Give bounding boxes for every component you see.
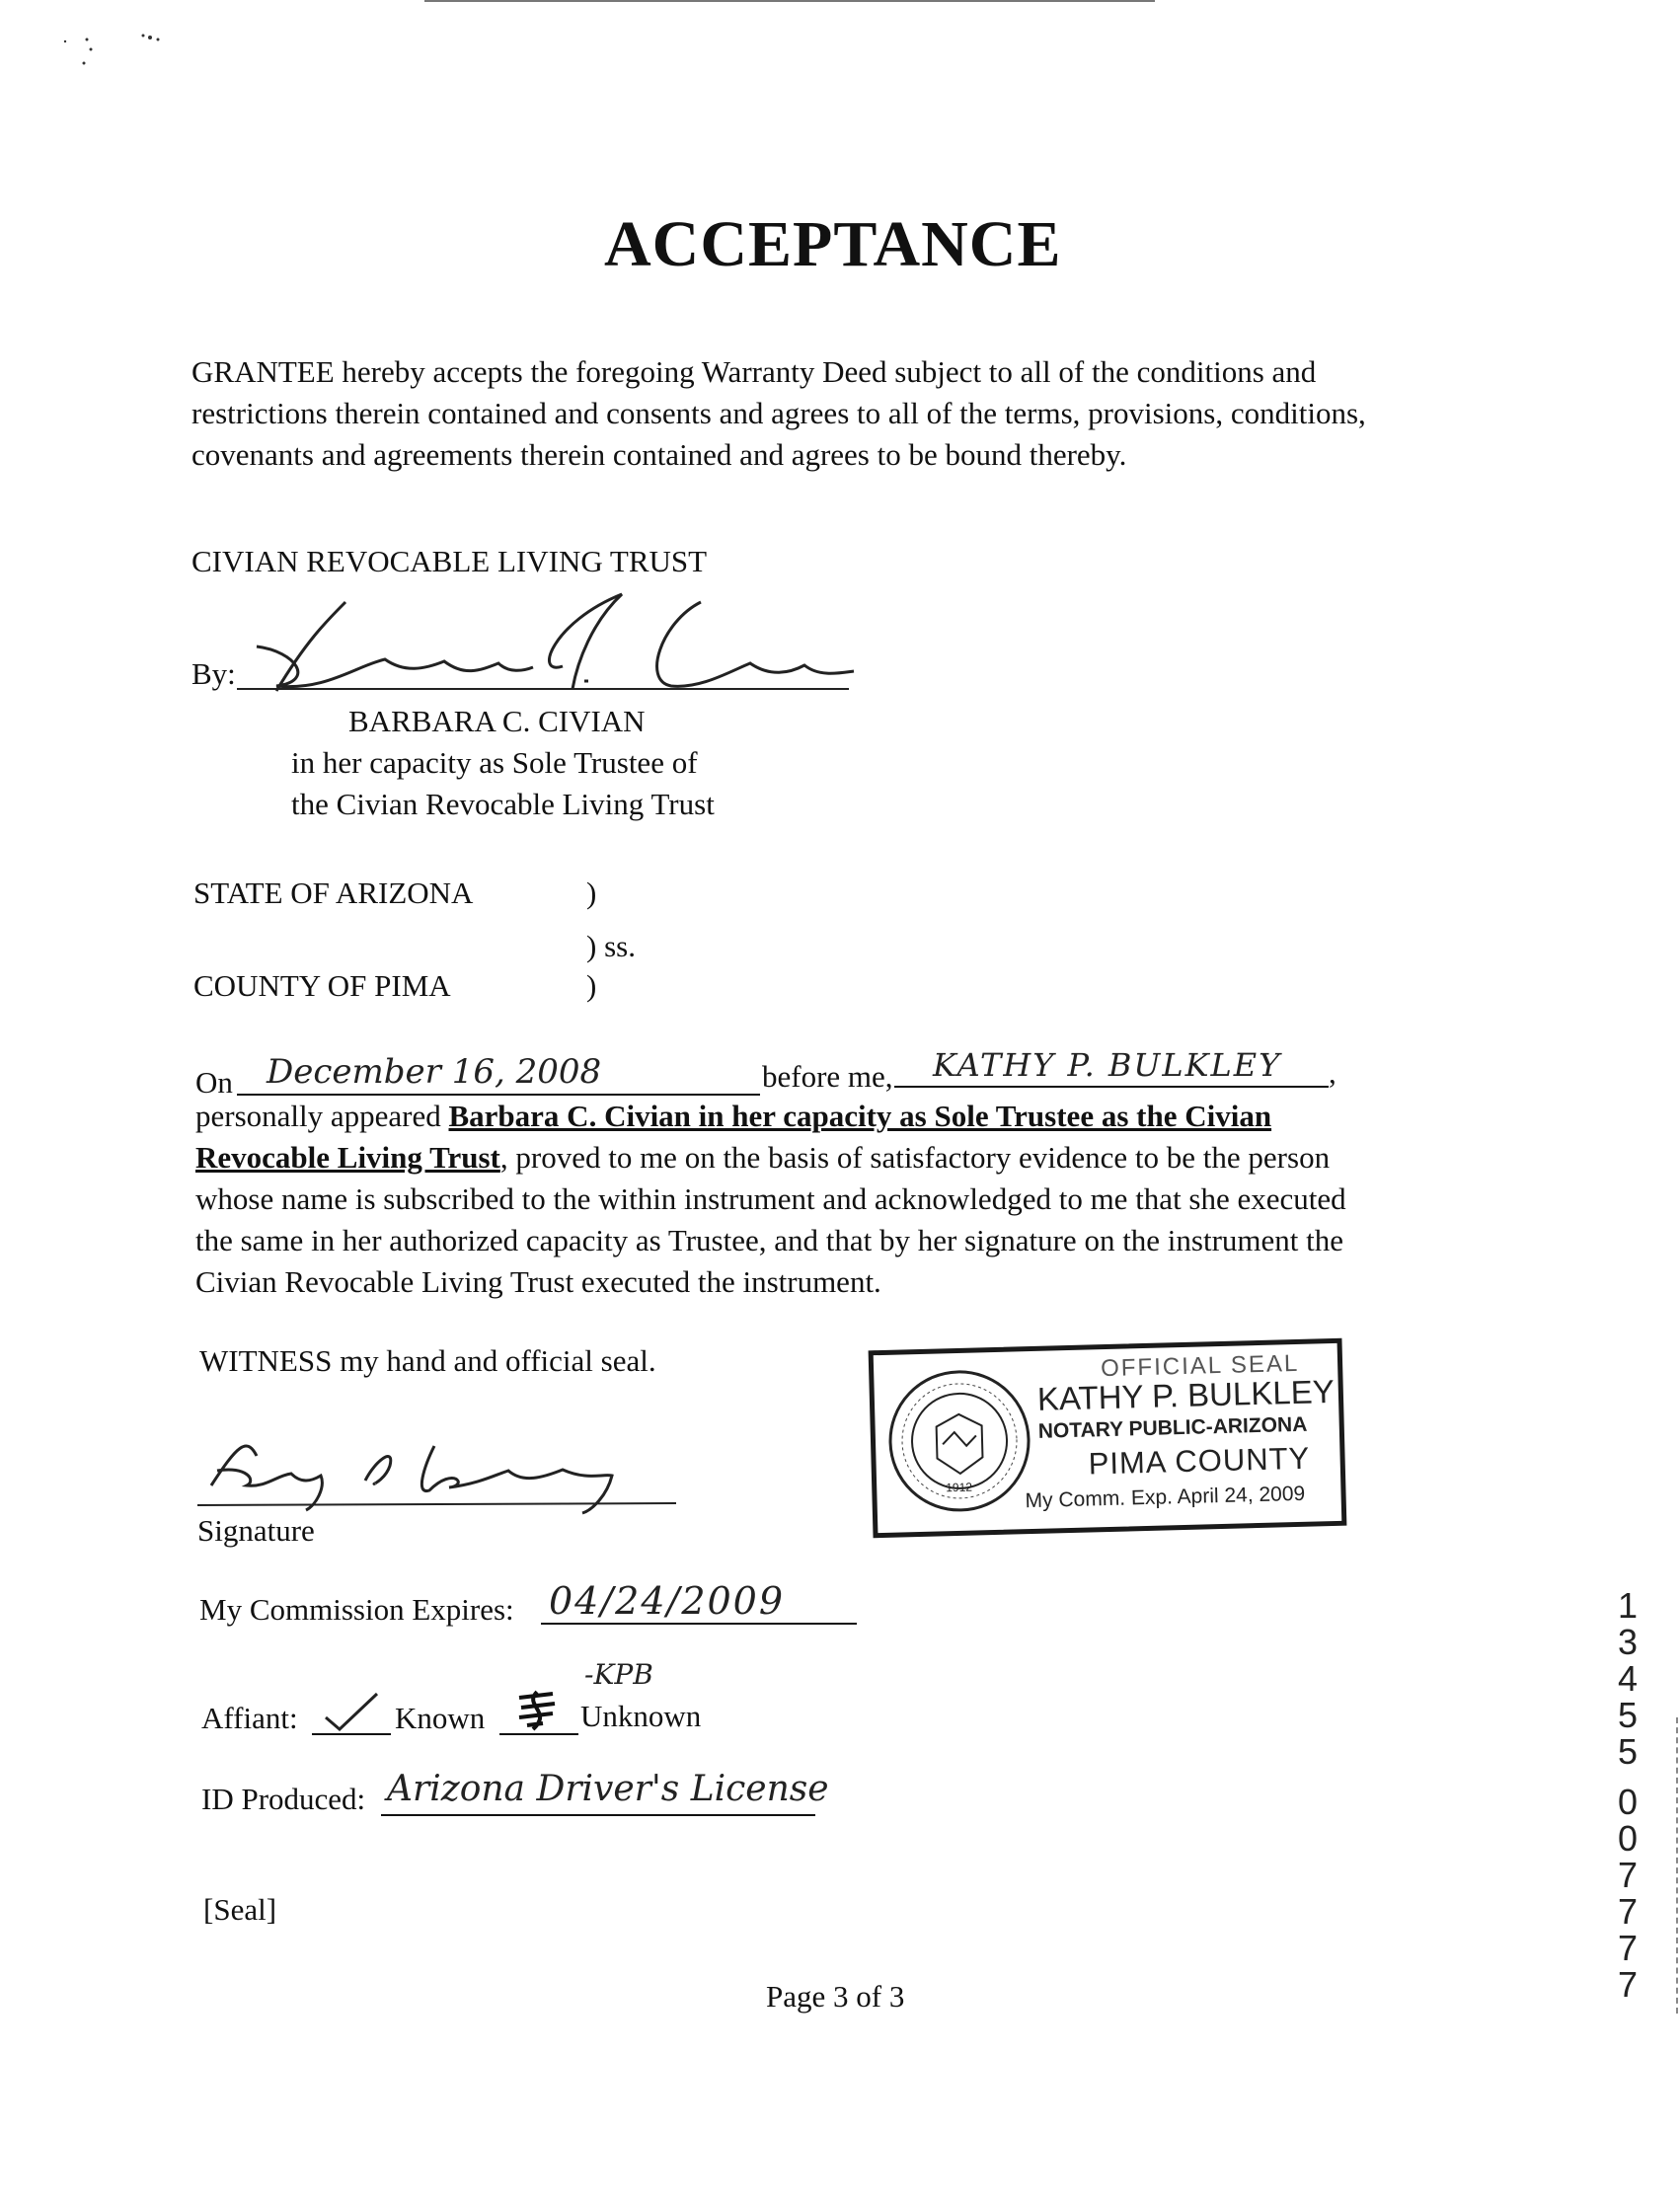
intro-line-1: GRANTEE hereby accepts the foregoing Warranty Deed subject to all of the conditions and (191, 354, 1317, 389)
ack-notary-rule (894, 1086, 1329, 1088)
right-scan-edge (1676, 1717, 1678, 2014)
intro-line-3: covenants and agreements therein contained and agrees to be bound thereby. (191, 437, 1127, 472)
ack-notary-handwritten: KATHY P. BULKLEY (933, 1046, 1282, 1084)
by-label: By: (191, 656, 236, 691)
commission-date-handwritten: 04/24/2009 (549, 1579, 786, 1623)
signatory-trust-line: the Civian Revocable Living Trust (291, 787, 715, 821)
signatory-name: BARBARA C. CIVIAN (348, 704, 646, 738)
margin-digit: 5 (1617, 1731, 1639, 1772)
affiant-label: Affiant: (201, 1701, 298, 1735)
venue-paren-3: ) (586, 968, 597, 1003)
ack-paragraph (195, 1096, 1479, 1303)
barbara-civian-signature-image (237, 582, 869, 711)
ack-personally: personally appeared (195, 1099, 449, 1133)
witness-statement: WITNESS my hand and official seal. (199, 1343, 656, 1378)
stamp-notary-public: NOTARY PUBLIC-ARIZONA (1037, 1412, 1308, 1443)
ack-line-5: Civian Revocable Living Trust executed the instrument. (195, 1264, 881, 1299)
arizona-state-seal-icon (883, 1365, 1035, 1517)
venue-county: COUNTY OF PIMA (193, 968, 451, 1003)
notary-stamp (869, 1338, 1347, 1538)
margin-digit: 4 (1617, 1658, 1639, 1699)
affiant-known: Known (395, 1701, 486, 1735)
id-produced-handwritten: Arizona Driver's License (387, 1769, 829, 1809)
grantee-signature (237, 582, 869, 711)
margin-recording-number (1611, 1587, 1644, 2003)
margin-digit: 7 (1617, 1964, 1639, 2005)
commission-label: My Commission Expires: (199, 1592, 514, 1627)
known-checkmark-icon (322, 1690, 381, 1733)
ack-line-2 (195, 1137, 1479, 1179)
id-produced-label: ID Produced: (201, 1782, 366, 1816)
top-scan-edge (424, 0, 1155, 2)
margin-digit: 0 (1617, 1782, 1639, 1822)
notary-signature-label: Signature (197, 1513, 315, 1548)
stamp-official-seal: OFFICIAL SEAL (1100, 1349, 1300, 1383)
margin-digit: 7 (1617, 1891, 1639, 1932)
notary-signature (197, 1426, 681, 1515)
margin-digit: 0 (1617, 1818, 1639, 1859)
scan-speckles (59, 28, 188, 77)
ack-bold-name-1: Barbara C. Civian in her capacity as Sole Trustee as the Civian (448, 1099, 1272, 1133)
affiant-known-rule (312, 1733, 391, 1735)
stamp-county: PIMA COUNTY (1088, 1440, 1311, 1482)
signatory-block (291, 701, 715, 825)
margin-digit: 5 (1617, 1695, 1639, 1735)
stamp-notary-name: KATHY P. BULKLEY (1036, 1372, 1336, 1417)
venue-paren-1: ) (586, 875, 597, 910)
unknown-scribble-icon (513, 1686, 563, 1733)
ack-line-3: whose name is subscribed to the within instrument and acknowledged to me that she executed (195, 1181, 1346, 1216)
affiant-unknown: Unknown (580, 1699, 702, 1733)
document-title: ACCEPTANCE (604, 208, 1062, 280)
ack-line-4: the same in her authorized capacity as Trustee, and that by her signature on the instrument the (195, 1223, 1344, 1257)
id-produced-rule (381, 1814, 815, 1816)
ack-bold-name-2: Revocable Living Trust (195, 1140, 500, 1175)
venue-ss: ) ss. (586, 929, 636, 963)
intro-paragraph (191, 351, 1514, 476)
commission-rule (541, 1623, 857, 1625)
speckle-marks (59, 28, 188, 77)
ack-before-me: before me, (762, 1059, 893, 1094)
trust-name: CIVIAN REVOCABLE LIVING TRUST (191, 544, 708, 578)
signatory-capacity-line: in her capacity as Sole Trustee of (291, 745, 698, 780)
ack-on-label: On (195, 1065, 233, 1100)
ack-rest-2: , proved to me on the basis of satisfactory evidence to be the person (499, 1140, 1331, 1175)
ack-date-handwritten: December 16, 2008 (267, 1052, 602, 1092)
margin-digit: 7 (1617, 1855, 1639, 1895)
seal-label: [Seal] (203, 1892, 277, 1927)
svg-text:1912: 1912 (946, 1480, 973, 1495)
intro-line-2: restrictions therein contained and consents and agrees to all of the terms, provisions, conditions, (191, 396, 1366, 430)
page-number: Page 3 of 3 (766, 1979, 905, 2014)
ack-line-1 (195, 1096, 1479, 1137)
stamp-commission: My Comm. Exp. April 24, 2009 (1025, 1482, 1306, 1513)
checkmark-icon (322, 1690, 381, 1733)
margin-digit: 3 (1617, 1622, 1639, 1662)
affiant-initials-handwritten: -KPB (584, 1658, 653, 1691)
scribble-out-icon (513, 1686, 563, 1733)
affiant-unknown-rule (499, 1733, 578, 1735)
kathy-bulkley-signature-image (197, 1426, 681, 1515)
venue-state: STATE OF ARIZONA (193, 875, 474, 910)
ack-comma: , (1329, 1055, 1336, 1090)
margin-digit: 7 (1617, 1928, 1639, 1968)
margin-digit: 1 (1617, 1585, 1639, 1626)
